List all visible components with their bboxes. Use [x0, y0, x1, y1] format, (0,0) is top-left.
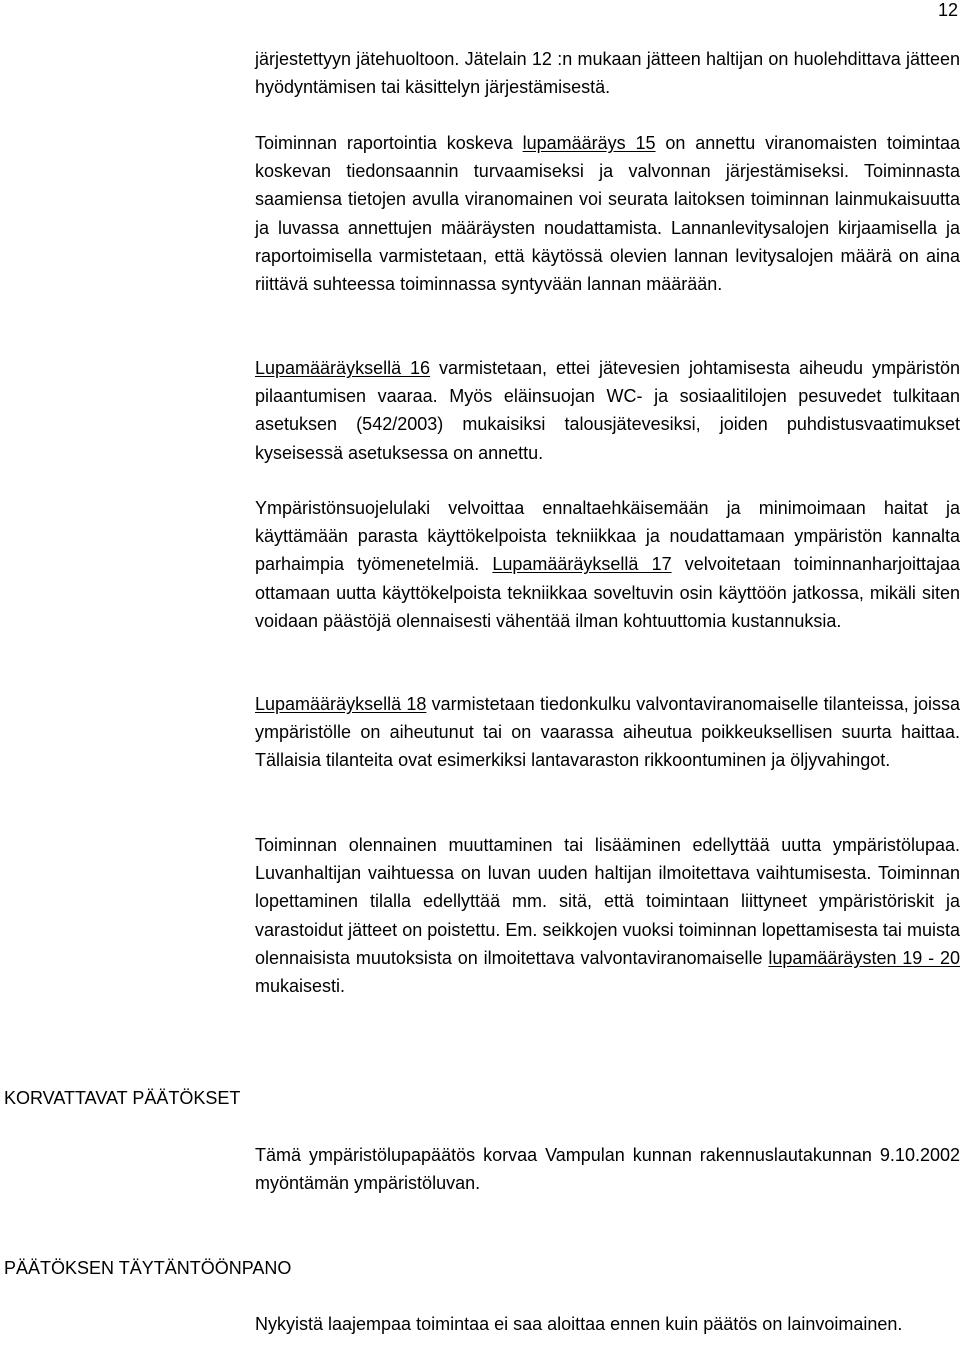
text-segment: järjestettyyn jätehuoltoon. Jätelain 12 :n mukaan jätteen haltijan on huolehdittava jätteen hyödyntämisen tai käsittelyn järjestämisestä. — [255, 49, 960, 98]
page-number: 12 — [937, 0, 958, 20]
paragraph-environmental-protection — [255, 494, 960, 635]
paragraph-waste-management — [255, 45, 960, 101]
text-segment: on annettu viranomaisten toimintaa koskevan tiedonsaannin turvaamiseksi ja valvonnan järjestämiseksi. Toiminnasta saamiensa tietojen avulla viranomainen voi seurata laitoksen toiminnan lainmukaisuutta ja luvassa annettujen määräysten noudattamista. Lannanlevitysalojen kirjaamisella ja raportoimisella varmistetaan, että käytössä olevien lannan levitysalojen määrä on aina riittävä suhteessa toiminnassa syntyvään lannan määrään. — [255, 133, 960, 295]
text-segment: Toiminnan olennainen muuttaminen tai lisääminen edellyttää uutta ympäristölupaa. Luvanhaltijan vaihtuessa on luvan uuden haltijan ilmoitettava vaihtumisesta. Toiminnan lopettaminen tilalla edellyttää mm. sitä, että toimintaan liittyneet ympäristöriskit ja varastoidut jätteet on poistettu. Em. seikkojen vuoksi toiminnan lopettamisesta tai muista olennaisista muutoksista on ilmoitettava valvontaviranomaiselle — [255, 835, 960, 968]
text-segment: varmistetaan, ettei jätevesien johtamisesta aiheudu ympäristön pilaantumisen vaaraa. Myös eläinsuojan WC- ja sosiaalitilojen pesuvedet tulkitaan asetuksen (542/2003) mukaisiksi talousjätevesiksi, joiden puhdistusvaatimukset kyseisessä asetuksessa on annettu. — [255, 358, 960, 463]
paragraph-changes-in-operation — [255, 831, 960, 1000]
paragraph-information-flow — [255, 690, 960, 775]
paragraph-wastewater — [255, 354, 960, 467]
reference-link: lupamääräysten 19 - 20 — [768, 947, 960, 968]
heading-replaced-decisions: KORVATTAVAT PÄÄTÖKSET — [4, 1088, 241, 1108]
text-segment: varmistetaan tiedonkulku valvontaviranomaiselle tilanteissa, joissa ympäristölle on aiheutunut tai on vaarassa aiheutua poikkeuksellisen suurta haittaa. Tällaisia tilanteita ovat esimerkiksi lantavaraston rikkoontuminen ja öljyvahingot. — [255, 694, 960, 771]
reference-link: Lupamääräyksellä 16 — [255, 358, 431, 378]
reference-link: Lupamääräyksellä 17 — [492, 554, 672, 575]
paragraph-reporting — [255, 129, 960, 298]
paragraph-enforcement: Nykyistä laajempaa toimintaa ei saa aloittaa ennen kuin päätös on lainvoimainen. — [255, 1314, 903, 1334]
text-segment: Toiminnan raportointia koskeva — [255, 133, 523, 153]
paragraph-replaced-decisions: Tämä ympäristölupapäätös korvaa Vampulan kunnan rakennuslautakunnan 9.10.2002 myöntämän ympäristöluvan. — [255, 1145, 960, 1194]
reference-link: Lupamääräyksellä 18 — [255, 694, 427, 714]
text-segment: velvoitetaan toiminnanharjoittajaa ottamaan uutta käyttökelpoista tekniikkaa soveltuvin osin käyttöön jatkossa, mikäli siten voidaan päästöjä olennaisesti vähentää ilman kohtuuttomia kustannuksia. — [255, 554, 960, 631]
reference-link: lupamääräys 15 — [522, 133, 656, 153]
text-segment: mukaisesti. — [255, 976, 346, 997]
heading-enforcement: PÄÄTÖKSEN TÄYTÄNTÖÖNPANO — [4, 1258, 292, 1278]
text-segment: Ympäristönsuojelulaki velvoittaa ennaltaehkäisemään ja minimoimaan haitat ja käyttämään parasta käyttökelpoista tekniikkaa ja noudattamaan ympäristön kannalta parhaimpia työmenetelmiä. — [255, 498, 960, 575]
